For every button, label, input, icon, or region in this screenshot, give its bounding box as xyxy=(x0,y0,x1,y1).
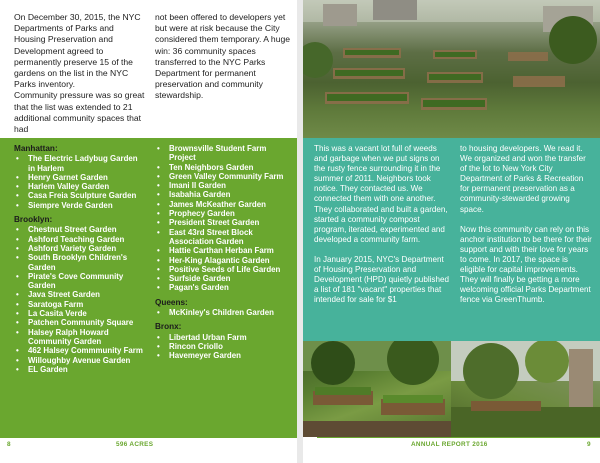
bullet-icon: • xyxy=(157,308,160,318)
bullet-icon: • xyxy=(16,225,19,235)
garden-name: Willoughby Avenue Garden xyxy=(28,355,131,365)
garden-list-item xyxy=(14,154,146,173)
garden-list-item xyxy=(155,256,291,265)
garden-trees-illustration xyxy=(451,341,600,437)
bullet-icon: • xyxy=(16,364,19,374)
garden-list-item xyxy=(155,200,291,209)
bullet-icon: • xyxy=(16,200,19,210)
page-number-right: 9 xyxy=(587,441,591,448)
garden-list-item xyxy=(155,308,291,317)
story-column-2 xyxy=(460,144,594,315)
bullet-icon: • xyxy=(16,253,19,263)
bullet-icon: • xyxy=(16,299,19,309)
garden-name: Green Valley Community Farm xyxy=(169,171,284,181)
garden-list-item xyxy=(14,173,146,182)
bullet-icon: • xyxy=(157,255,160,265)
garden-name: Surfside Garden xyxy=(169,274,231,284)
garden-list-column-2 xyxy=(155,144,291,361)
garden-list-item xyxy=(155,265,291,274)
garden-beds-photo xyxy=(303,341,451,437)
bullet-icon: • xyxy=(157,190,160,200)
garden-name: Pirate's Cove Community Garden xyxy=(28,271,124,291)
garden-list-item xyxy=(155,283,291,292)
garden-name: South Brooklyn Children's Garden xyxy=(28,253,128,272)
footer-title-left: 596 ACRES xyxy=(116,441,154,448)
bullet-icon: • xyxy=(16,355,19,365)
bullet-icon: • xyxy=(16,243,19,253)
garden-list-item xyxy=(14,356,146,365)
bullet-icon: • xyxy=(16,346,19,356)
garden-list xyxy=(14,154,146,210)
garden-list-item xyxy=(14,191,146,200)
garden-list-column-1 xyxy=(14,144,146,374)
borough-heading: Brooklyn: xyxy=(14,215,53,225)
bullet-icon: • xyxy=(157,341,160,351)
garden-name: 462 Halsey Commmunity Farm xyxy=(28,346,143,356)
bullet-icon: • xyxy=(16,172,19,182)
story-paragraph: In January 2015, NYC's Department of Housing Preservation and Development (HPD) quietly published a list of 181 "vacant" properties that intended for sale for $1 xyxy=(314,254,449,305)
garden-name: Harlem Valley Garden xyxy=(28,182,110,192)
garden-list-item xyxy=(14,253,146,272)
bullet-icon: • xyxy=(16,309,19,319)
intro-paragraph: not been offered to developers yet but were at risk because the City considered them temporary. A huge win: 36 community spaces transferred to the NYC Parks Department for permanent preservation and community stewardship. xyxy=(155,12,291,101)
garden-list xyxy=(155,144,291,293)
bullet-icon: • xyxy=(157,351,160,361)
garden-list-item xyxy=(14,290,146,299)
garden-name: McKinley's Children Garden xyxy=(169,308,274,318)
garden-list-item xyxy=(155,333,291,342)
garden-list-item xyxy=(14,201,146,210)
garden-name: Isabahia Garden xyxy=(169,190,231,200)
bullet-icon: • xyxy=(16,290,19,300)
garden-name: Saratoga Farm xyxy=(28,299,84,309)
bullet-icon: • xyxy=(157,246,160,256)
story-column-1 xyxy=(314,144,452,315)
garden-name: Pagan's Garden xyxy=(169,283,229,293)
bullet-icon: • xyxy=(16,182,19,192)
story-paragraph: to housing developers. We read it. We organized and won the transfer of the lot to New York City Department of Parks & Recreation for permanent preservation as a community-stewarded growing space. xyxy=(460,144,586,214)
garden-list-item xyxy=(155,190,291,199)
garden-name: James McKeather Garden xyxy=(169,199,266,209)
garden-list-item xyxy=(155,342,291,351)
intro-column-1 xyxy=(14,12,147,135)
bullet-icon: • xyxy=(16,234,19,244)
garden-name: Ashford Teaching Garden xyxy=(28,234,125,244)
garden-list-item xyxy=(14,244,146,253)
garden-list-item xyxy=(155,163,291,172)
garden-list-panel xyxy=(0,138,297,437)
garden-story-panel xyxy=(303,138,600,341)
bullet-icon: • xyxy=(157,144,160,153)
bullet-icon: • xyxy=(16,191,19,201)
bullet-icon: • xyxy=(157,218,160,228)
garden-list xyxy=(14,225,146,374)
page-number-left: 8 xyxy=(7,441,11,448)
garden-name: Ashford Variety Garden xyxy=(28,243,117,253)
garden-name: Patchen Community Square xyxy=(28,318,134,328)
garden-name: Halsey Ralph Howard Community Garden xyxy=(28,327,109,346)
garden-beds-illustration xyxy=(303,341,451,437)
borough-heading: Queens: xyxy=(155,297,188,307)
garden-name: Chestnut Street Garden xyxy=(28,225,117,235)
bullet-icon: • xyxy=(157,199,160,209)
garden-name: Java Street Garden xyxy=(28,290,100,300)
garden-name: Her-King Alagantic Garden xyxy=(169,255,270,265)
garden-list-item xyxy=(14,346,146,355)
garden-aerial-photo xyxy=(303,0,600,138)
garden-name: Imani II Garden xyxy=(169,181,227,191)
garden-list-item xyxy=(155,209,291,218)
garden-name: Casa Freia Sculpture Garden xyxy=(28,191,137,201)
garden-name: President Street Garden xyxy=(169,218,260,228)
garden-name: Ten Neighbors Garden xyxy=(169,162,254,172)
intro-column-2 xyxy=(155,12,291,102)
bullet-icon: • xyxy=(157,283,160,293)
garden-list-item xyxy=(14,328,146,347)
footer-rule xyxy=(317,437,600,438)
garden-list-item xyxy=(14,235,146,244)
garden-list-item xyxy=(14,182,146,191)
story-paragraph: This was a vacant lot full of weeds and garbage when we put signs on the rusty fence surrounding it in the summer of 2011. Neighbors took notice. They contacted us. We connected them with one another. They collaborated and built a garden, started a community compost program, iterated, experimented and developed a community farm. xyxy=(314,144,448,244)
garden-name: East 43rd Street Block Association Garden xyxy=(169,227,253,246)
garden-trees-photo xyxy=(451,341,600,437)
bullet-icon: • xyxy=(157,162,160,172)
garden-list-item xyxy=(155,144,291,163)
garden-list-item xyxy=(155,351,291,360)
borough-heading: Bronx: xyxy=(155,322,182,332)
intro-paragraph: Community pressure was so great that the list was extended to 21 additional community spaces that had xyxy=(14,90,145,135)
garden-list-item xyxy=(155,181,291,190)
garden-list-item xyxy=(155,172,291,181)
garden-list-item xyxy=(14,272,146,291)
bullet-icon: • xyxy=(157,264,160,274)
garden-name: Havemeyer Garden xyxy=(169,351,241,361)
garden-list-item xyxy=(14,225,146,234)
garden-name: La Casita Verde xyxy=(28,309,87,319)
garden-list-item xyxy=(155,274,291,283)
garden-name: Positive Seeds of Life Garden xyxy=(169,264,281,274)
garden-aerial-illustration xyxy=(303,0,600,138)
bullet-icon: • xyxy=(16,318,19,328)
garden-list-item xyxy=(155,246,291,255)
intro-paragraph: On December 30, 2015, the NYC Departments of Parks and Housing Preservation and Development agreed to permanently preserve 15 of the gardens on the list in the NYC Parks inventory. xyxy=(14,12,141,90)
bullet-icon: • xyxy=(157,171,160,181)
garden-list-item xyxy=(155,228,291,247)
bullet-icon: • xyxy=(16,154,19,164)
garden-list xyxy=(155,308,291,317)
garden-list-item xyxy=(155,218,291,227)
footer-rule xyxy=(0,437,297,438)
garden-name: EL Garden xyxy=(28,364,68,374)
bullet-icon: • xyxy=(16,271,19,281)
left-page xyxy=(0,0,297,463)
garden-name: Siempre Verde Garden xyxy=(28,200,113,210)
garden-list-item xyxy=(14,300,146,309)
garden-name: The Electric Ladybug Garden in Harlem xyxy=(28,154,138,173)
garden-name: Prophecy Garden xyxy=(169,209,235,219)
garden-list-item xyxy=(14,365,146,374)
garden-list-item xyxy=(14,309,146,318)
garden-list xyxy=(155,333,291,361)
garden-name: Hattie Carthan Herban Farm xyxy=(169,246,274,256)
bullet-icon: • xyxy=(16,327,19,337)
bullet-icon: • xyxy=(157,227,160,237)
borough-heading: Manhattan: xyxy=(14,144,58,153)
garden-name: Henry Garnet Garden xyxy=(28,172,108,182)
garden-list-item xyxy=(14,318,146,327)
bullet-icon: • xyxy=(157,181,160,191)
bullet-icon: • xyxy=(157,209,160,219)
footer-title-right: ANNUAL REPORT 2016 xyxy=(411,441,488,448)
garden-name: Rincon Criollo xyxy=(169,341,223,351)
story-paragraph: Now this community can rely on this anchor institution to be there for their support and with their love for years to come. In 2017, the space is eligible for capital improvements. They will finally be getting a more welcoming official Parks Department fence via GreenThumb. xyxy=(460,224,592,305)
garden-name: Libertad Urban Farm xyxy=(169,332,247,342)
bullet-icon: • xyxy=(157,274,160,284)
garden-name: Brownsville Student Farm Project xyxy=(169,144,267,163)
bullet-icon: • xyxy=(157,332,160,342)
